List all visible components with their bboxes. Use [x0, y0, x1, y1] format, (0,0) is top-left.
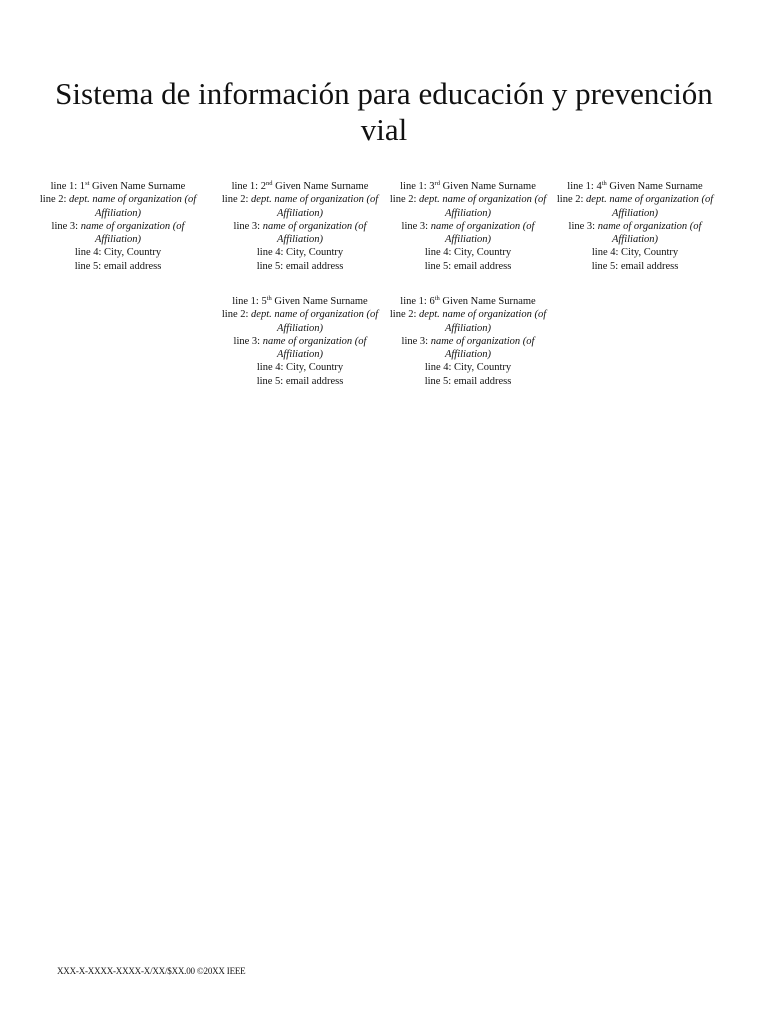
author-org-label: line 3:: [51, 220, 81, 232]
author-name-prefix: line 1: 1: [50, 181, 86, 192]
author-dept-label: line 2:: [389, 309, 420, 321]
author-name: Given Name Surname: [272, 181, 369, 192]
author-org: name of organization (of Affiliation): [80, 220, 185, 246]
author-name: Given Name Surname: [439, 296, 536, 307]
author-name-line: [38, 180, 198, 193]
author-dept-line: [555, 193, 715, 220]
author-org-line: [388, 220, 548, 247]
author-org-line: [220, 335, 380, 362]
author-dept-line: [38, 193, 198, 220]
author-dept: dept. name of organization (of Affiliation): [69, 194, 197, 219]
author-org-line: [555, 220, 715, 247]
author-email: line 5: email address: [424, 375, 512, 387]
author-ordinal-suffix: rd: [434, 180, 440, 187]
author-ordinal-suffix: nd: [265, 180, 273, 187]
author-org-line: [220, 220, 380, 247]
author-name-prefix: line 1: 5: [232, 296, 267, 307]
author-name-line: [388, 180, 548, 193]
author-name: Given Name Surname: [271, 296, 368, 307]
author-dept: dept. name of organization (of Affiliation): [419, 309, 547, 334]
author-name-prefix: line 1: 2: [231, 181, 266, 192]
author-org: name of organization (of Affiliation): [262, 335, 367, 361]
author-block-6: [388, 295, 548, 388]
author-org: name of organization (of Affiliation): [430, 220, 535, 246]
author-name-line: [555, 180, 715, 193]
author-dept-line: [220, 193, 380, 220]
author-dept-line: [388, 308, 548, 335]
author-block-2: [220, 180, 380, 273]
author-ordinal-suffix: th: [434, 295, 440, 302]
author-dept-line: [388, 193, 548, 220]
author-name-line: [388, 295, 548, 308]
author-email: line 5: email address: [74, 260, 162, 272]
author-org: name of organization (of Affiliation): [430, 335, 535, 361]
author-block-3: [388, 180, 548, 273]
author-location: line 4: City, Country: [591, 247, 679, 259]
author-dept: dept. name of organization (of Affiliation): [419, 194, 547, 219]
author-email: line 5: email address: [424, 260, 512, 272]
author-name-prefix: line 1: 3: [400, 181, 435, 192]
author-dept-line: [220, 308, 380, 335]
author-name: Given Name Surname: [439, 181, 536, 192]
author-org-line: [38, 220, 198, 247]
author-ordinal-suffix: st: [85, 180, 90, 187]
page-title: Sistema de información para educación y prevención vial: [55, 76, 713, 147]
author-email: line 5: email address: [256, 375, 344, 387]
author-email: line 5: email address: [256, 260, 344, 272]
author-dept-label: line 2:: [221, 194, 252, 206]
author-location: line 4: City, Country: [424, 362, 512, 374]
author-name-prefix: line 1: 4: [567, 181, 602, 192]
author-location: line 4: City, Country: [256, 362, 344, 374]
author-name-prefix: line 1: 6: [400, 296, 435, 307]
author-dept-label: line 2:: [221, 309, 252, 321]
author-dept-label: line 2:: [389, 194, 420, 206]
author-dept: dept. name of organization (of Affiliation): [251, 309, 379, 334]
author-name-line: [220, 180, 380, 193]
author-name: Given Name Surname: [89, 181, 186, 192]
author-name: Given Name Surname: [606, 181, 703, 192]
footer-copyright: XXX-X-XXXX-XXXX-X/XX/$XX.00 ©20XX IEEE: [57, 966, 246, 976]
author-location: line 4: City, Country: [74, 247, 162, 259]
author-location: line 4: City, Country: [256, 247, 344, 259]
author-dept: dept. name of organization (of Affiliation): [586, 194, 714, 219]
author-org: name of organization (of Affiliation): [262, 220, 367, 246]
author-ordinal-suffix: th: [266, 295, 272, 302]
author-dept-label: line 2:: [39, 194, 70, 206]
author-org-label: line 3:: [401, 335, 431, 347]
author-dept-label: line 2:: [556, 194, 587, 206]
author-dept: dept. name of organization (of Affiliation): [251, 194, 379, 219]
author-block-4: [555, 180, 715, 273]
author-org-label: line 3:: [233, 220, 263, 232]
author-org-label: line 3:: [401, 220, 431, 232]
author-block-1: [38, 180, 198, 273]
author-email: line 5: email address: [591, 260, 679, 272]
author-block-5: [220, 295, 380, 388]
author-org-label: line 3:: [233, 335, 263, 347]
author-org-label: line 3:: [568, 220, 598, 232]
author-name-line: [220, 295, 380, 308]
author-location: line 4: City, Country: [424, 247, 512, 259]
author-org: name of organization (of Affiliation): [597, 220, 702, 246]
author-ordinal-suffix: th: [601, 180, 607, 187]
author-org-line: [388, 335, 548, 362]
